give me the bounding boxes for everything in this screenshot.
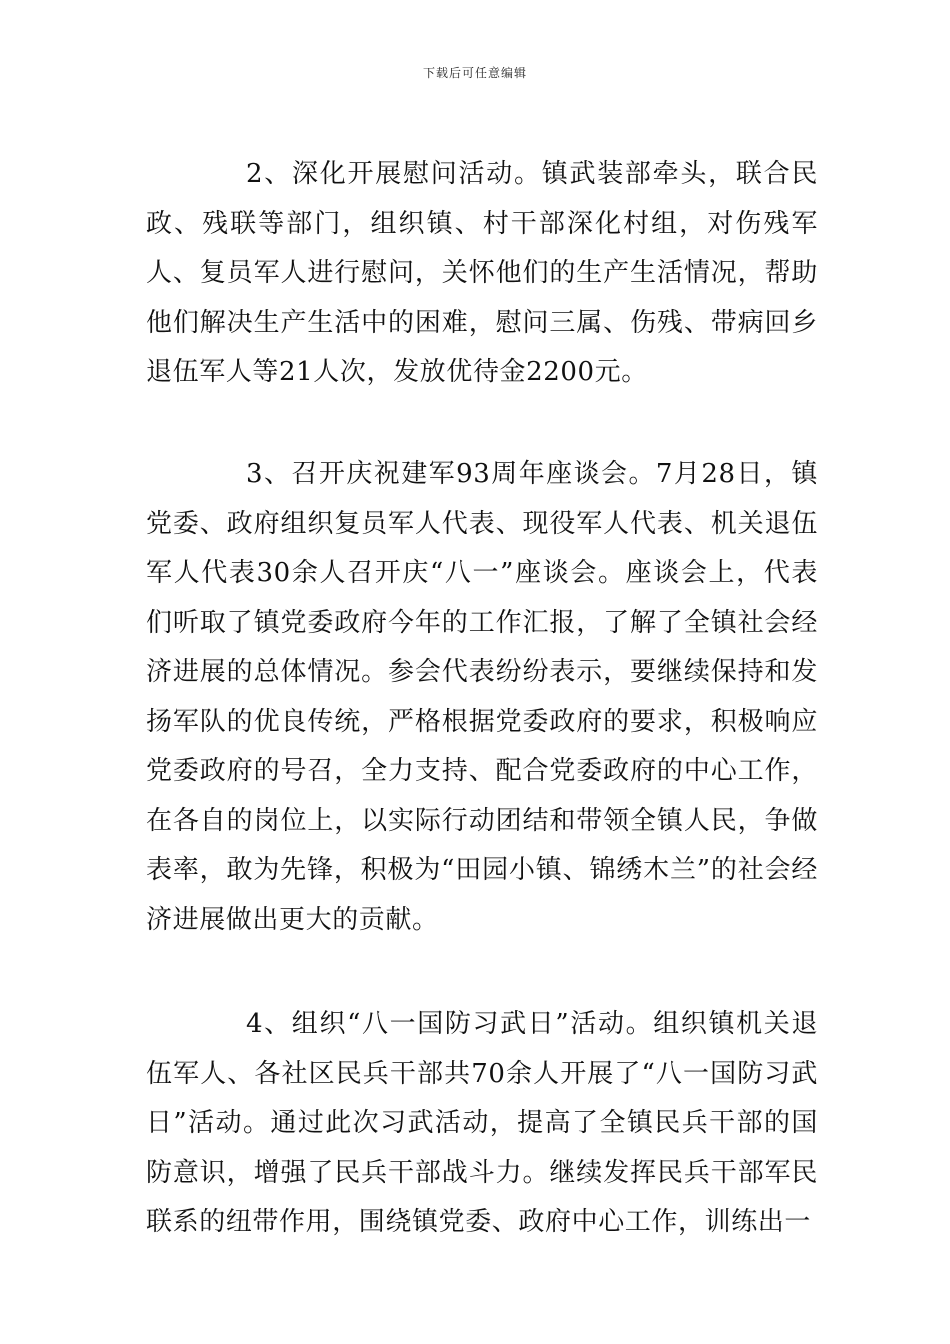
paragraph-national-defense-day: 4、组织“八一国防习武日”活动。组织镇机关退伍军人、各社区民兵干部共70余人开展了“八一国防习武日”活动。通过此次习武活动，提高了全镇民兵干部的国防意识，增强了民兵干部战斗力。继续发挥民兵干部军民联系的纽带作用，围绕镇党委、政府中心工作，训练出一 xyxy=(146,1009,818,1237)
paragraph-army-day-symposium: 3、召开庆祝建军93周年座谈会。7月28日，镇党委、政府组织复员军人代表、现役军人代表、机关退伍军人代表30余人召开庆“八一”座谈会。座谈会上，代表们听取了镇党委政府今年的工作汇报，了解了全镇社会经济进展的总体情况。参会代表纷纷表示，要继续保持和发扬军队的优良传统，严格根据党委政府的要求，积极响应党委政府的号召，全力支持、配合党委政府的中心工作，在各自的岗位上，以实际行动团结和带领全镇人民，争做表率，敢为先锋，积极为“田园小镇、锦绣木兰”的社会经济进展做出更大的贡献。 xyxy=(146,459,818,935)
page-header-note: 下载后可任意编辑 xyxy=(422,66,527,80)
paragraph-condolence-activity: 2、深化开展慰问活动。镇武装部牵头，联合民政、残联等部门，组织镇、村干部深化村组，对伤残军人、复员军人进行慰问，关怀他们的生产生活情况，帮助他们解决生产生活中的困难，慰问三属、伤残、带病回乡退伍军人等21人次，发放优待金2200元。 xyxy=(146,159,818,387)
